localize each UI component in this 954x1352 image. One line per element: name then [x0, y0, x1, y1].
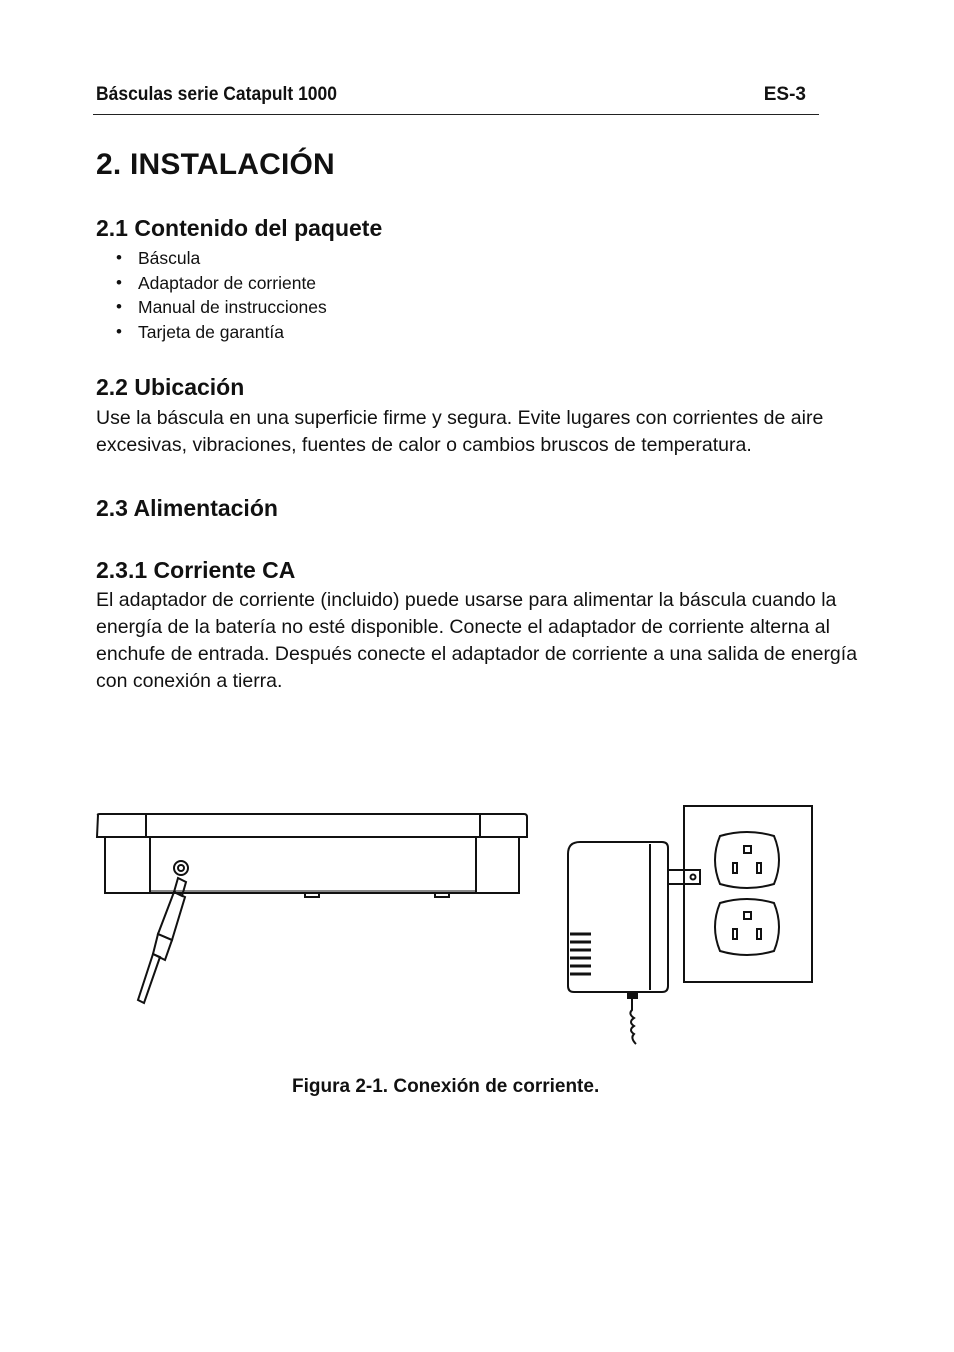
location-text: Use la báscula en una superficie firme y segura. Evite lugares con corrientes de aire excesivas, vibraciones, fuentes de calor o cambios bruscos de temperatura. — [96, 407, 824, 456]
list-item: • Manual de instrucciones — [96, 295, 327, 320]
header-divider — [93, 114, 819, 115]
page-header — [96, 84, 806, 108]
contents-heading: 2.1 Contenido del paquete — [96, 215, 383, 241]
contents-list — [96, 246, 327, 344]
page-number: ES-3 — [763, 84, 806, 105]
figure-caption: Figura 2-1. Conexión de corriente. — [292, 1076, 600, 1097]
scale-illustration — [97, 814, 527, 1003]
list-item: • Tarjeta de garantía — [96, 320, 327, 345]
adapter-illustration — [568, 842, 700, 1044]
section-title: 2. INSTALACIÓN — [96, 148, 335, 181]
power-connection-figure — [90, 800, 830, 1050]
power-heading: 2.3 Alimentación — [96, 495, 278, 521]
location-heading: 2.2 Ubicación — [96, 374, 245, 400]
ac-text: El adaptador de corriente (incluido) puede usarse para alimentar la báscula cuando la energía de la batería no esté disponible. Conecte el adaptador de corriente alterna al enchufe de entrada. Después conecte el adaptador de corriente a una salida de energía con conexión a tierra. — [96, 589, 858, 692]
list-item: • Báscula — [96, 246, 327, 271]
list-item: • Adaptador de corriente — [96, 271, 327, 296]
outlet-illustration — [684, 806, 812, 982]
ac-heading: 2.3.1 Corriente CA — [96, 557, 296, 583]
header-title: Básculas serie Catapult 1000 — [96, 84, 337, 105]
